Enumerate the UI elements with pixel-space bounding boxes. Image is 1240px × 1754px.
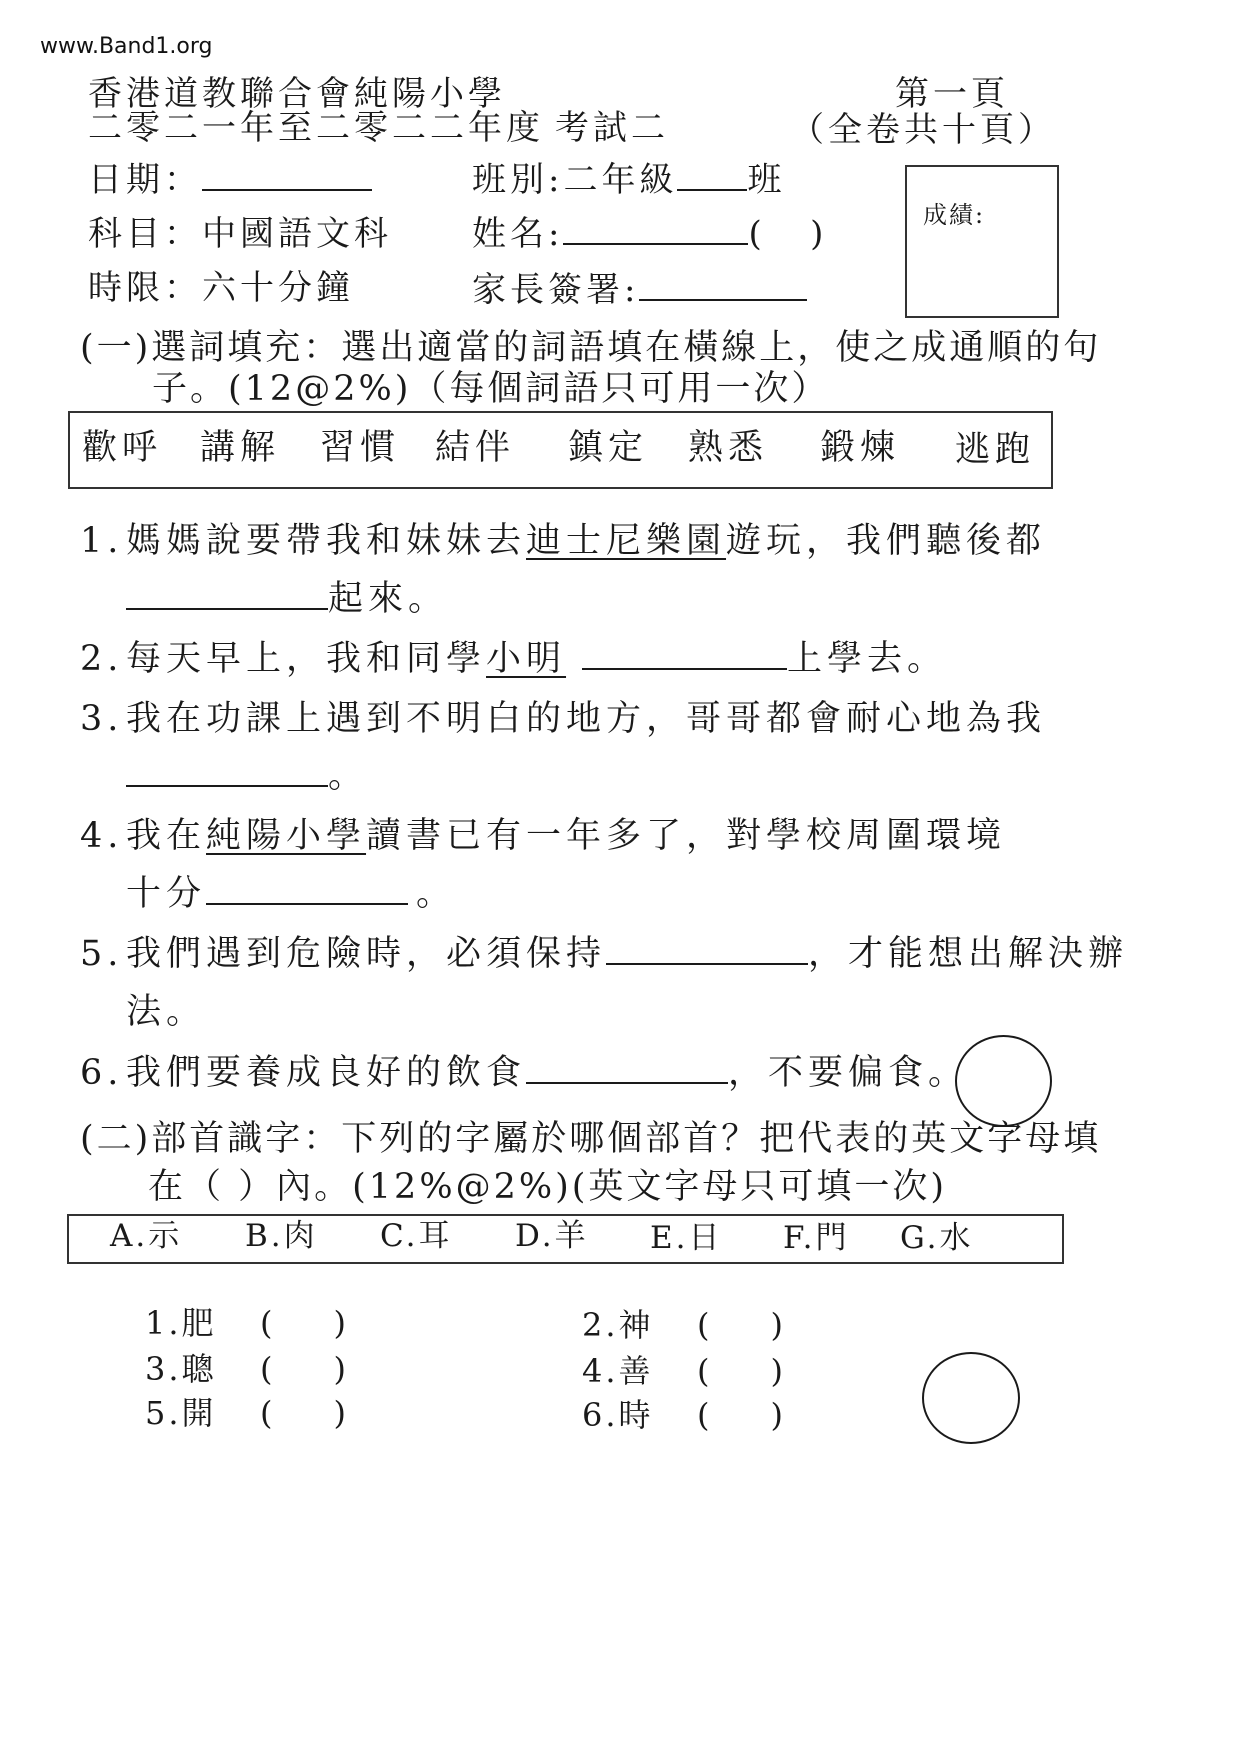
page-number: 第一頁 <box>895 74 1009 114</box>
radical-question-label: 2.神 <box>582 1306 654 1344</box>
radical-question <box>582 1305 783 1345</box>
word-bank-item: 鎮定 <box>568 428 649 468</box>
question-3-line2 <box>126 755 368 797</box>
word-bank-item: 鍛煉 <box>820 428 901 468</box>
date-label <box>88 160 372 200</box>
radical-question <box>145 1303 346 1343</box>
question-text: ，才能想出解決辦 <box>808 934 1129 974</box>
answer-blank[interactable] <box>582 640 787 670</box>
answer-paren[interactable]: ( ) <box>697 1396 783 1434</box>
answer-blank[interactable] <box>606 935 808 965</box>
class-row <box>472 160 785 200</box>
radical-option: C.耳 <box>380 1218 453 1254</box>
answer-blank[interactable] <box>126 757 328 787</box>
radical-question-label: 3.聰 <box>145 1350 217 1388</box>
answer-paren[interactable]: ( ) <box>260 1304 346 1342</box>
question-5 <box>80 933 1128 975</box>
proper-noun: 迪士尼樂園 <box>526 521 727 561</box>
answer-blank[interactable] <box>126 580 328 610</box>
name-blank[interactable] <box>563 215 748 245</box>
question-text: 每天早上，我和同學 <box>126 639 487 679</box>
question-text: 。 <box>328 756 369 796</box>
total-pages: （全卷共十頁） <box>790 110 1056 150</box>
class-label: 班別:二年級 <box>472 160 678 200</box>
word-bank-item: 結伴 <box>435 428 516 468</box>
question-text: 遊玩，我們聽後都 <box>726 521 1047 561</box>
question-1 <box>80 520 1046 562</box>
question-number: 2. <box>80 639 124 679</box>
parent-sign-label: 家長簽署: <box>472 270 640 310</box>
section1-title-cont: 子。(12@2%)（每個詞語只可用一次） <box>152 369 830 409</box>
marking-circle <box>922 1352 1020 1444</box>
question-4 <box>80 815 1006 857</box>
word-bank-item: 逃跑 <box>955 430 1036 470</box>
question-5-line2: 法。 <box>126 992 207 1032</box>
section2-title: (二)部首識字：下列的字屬於哪個部首？把代表的英文字母填 <box>80 1119 1102 1159</box>
radical-option: A.示 <box>110 1218 183 1254</box>
answer-paren[interactable]: ( ) <box>697 1352 783 1390</box>
proper-noun: 小明 <box>486 639 567 679</box>
question-text: 我在功課上遇到不明白的地方，哥哥都會耐心地為我 <box>126 699 1047 739</box>
parent-sign-row <box>472 270 807 310</box>
word-bank-item: 講解 <box>200 428 281 468</box>
name-row <box>472 214 827 254</box>
exam-name: 考試二 <box>555 108 669 148</box>
question-text: 我在 <box>126 816 207 856</box>
school-year: 二零二一年至二零二二年度 <box>88 108 544 148</box>
question-number: 3. <box>80 699 124 739</box>
radical-option: D.羊 <box>515 1218 589 1254</box>
question-number: 6. <box>80 1053 124 1093</box>
radical-option: E.日 <box>650 1220 723 1256</box>
answer-paren[interactable]: ( ) <box>260 1394 346 1432</box>
section1-title: (一)選詞填充：選出適當的詞語填在橫線上，使之成通順的句 <box>80 328 1102 368</box>
radical-question-label: 1.肥 <box>145 1304 217 1342</box>
time-limit: 時限：六十分鐘 <box>88 268 354 308</box>
radical-question-label: 6.時 <box>582 1396 654 1434</box>
date-blank[interactable] <box>202 161 372 191</box>
question-number: 1. <box>80 521 124 561</box>
score-label: 成績: <box>923 201 986 229</box>
class-blank[interactable] <box>677 161 747 191</box>
radical-question-label: 5.開 <box>145 1394 217 1432</box>
answer-blank[interactable] <box>206 875 408 905</box>
question-3 <box>80 698 1046 740</box>
question-text: 我們要養成良好的飲食 <box>126 1053 527 1093</box>
question-text: 上學去。 <box>787 639 948 679</box>
date-label-text: 日期： <box>88 160 202 200</box>
parent-sign-blank[interactable] <box>639 271 807 301</box>
marking-circle <box>955 1035 1052 1127</box>
radical-option: F.門 <box>783 1220 850 1256</box>
answer-blank[interactable] <box>526 1054 728 1084</box>
radical-question <box>582 1395 783 1435</box>
question-number: 4. <box>80 816 124 856</box>
word-bank-item: 習慣 <box>320 428 401 468</box>
answer-paren[interactable]: ( ) <box>697 1306 783 1344</box>
radical-option: G.水 <box>900 1220 974 1256</box>
question-text: ，不要偏食。 <box>728 1053 969 1093</box>
score-box[interactable] <box>905 165 1059 318</box>
proper-noun: 純陽小學 <box>206 816 367 856</box>
subject: 科目：中國語文科 <box>88 214 392 254</box>
question-text: 讀書已有一年多了，對學校周圍環境 <box>366 816 1007 856</box>
question-text: 我們遇到危險時，必須保持 <box>126 934 607 974</box>
question-number: 5. <box>80 934 124 974</box>
school-name: 香港道教聯合會純陽小學 <box>88 74 506 114</box>
question-1-line2 <box>126 578 448 620</box>
site-url: www.Band1.org <box>40 34 213 59</box>
question-text: 十分 <box>126 874 207 914</box>
question-6 <box>80 1052 968 1094</box>
word-bank-item: 熟悉 <box>688 428 769 468</box>
radical-question <box>582 1351 783 1391</box>
name-label: 姓名: <box>472 214 564 254</box>
class-suffix: 班 <box>747 160 786 200</box>
question-text: 起來。 <box>328 579 449 619</box>
radical-option: B.肉 <box>245 1218 318 1254</box>
class-number-paren: ( ) <box>748 214 828 254</box>
word-bank-item: 歡呼 <box>82 428 163 468</box>
question-2 <box>80 638 947 680</box>
question-4-line2 <box>126 873 456 915</box>
section2-title-cont: 在（ ）內。(12%@2%)(英文字母只可填一次) <box>148 1167 948 1207</box>
question-text: 。 <box>416 874 457 914</box>
question-text: 媽媽說要帶我和妹妹去 <box>126 521 527 561</box>
radical-question-label: 4.善 <box>582 1352 654 1390</box>
radical-question <box>145 1393 346 1433</box>
radical-question <box>145 1349 346 1389</box>
answer-paren[interactable]: ( ) <box>260 1350 346 1388</box>
